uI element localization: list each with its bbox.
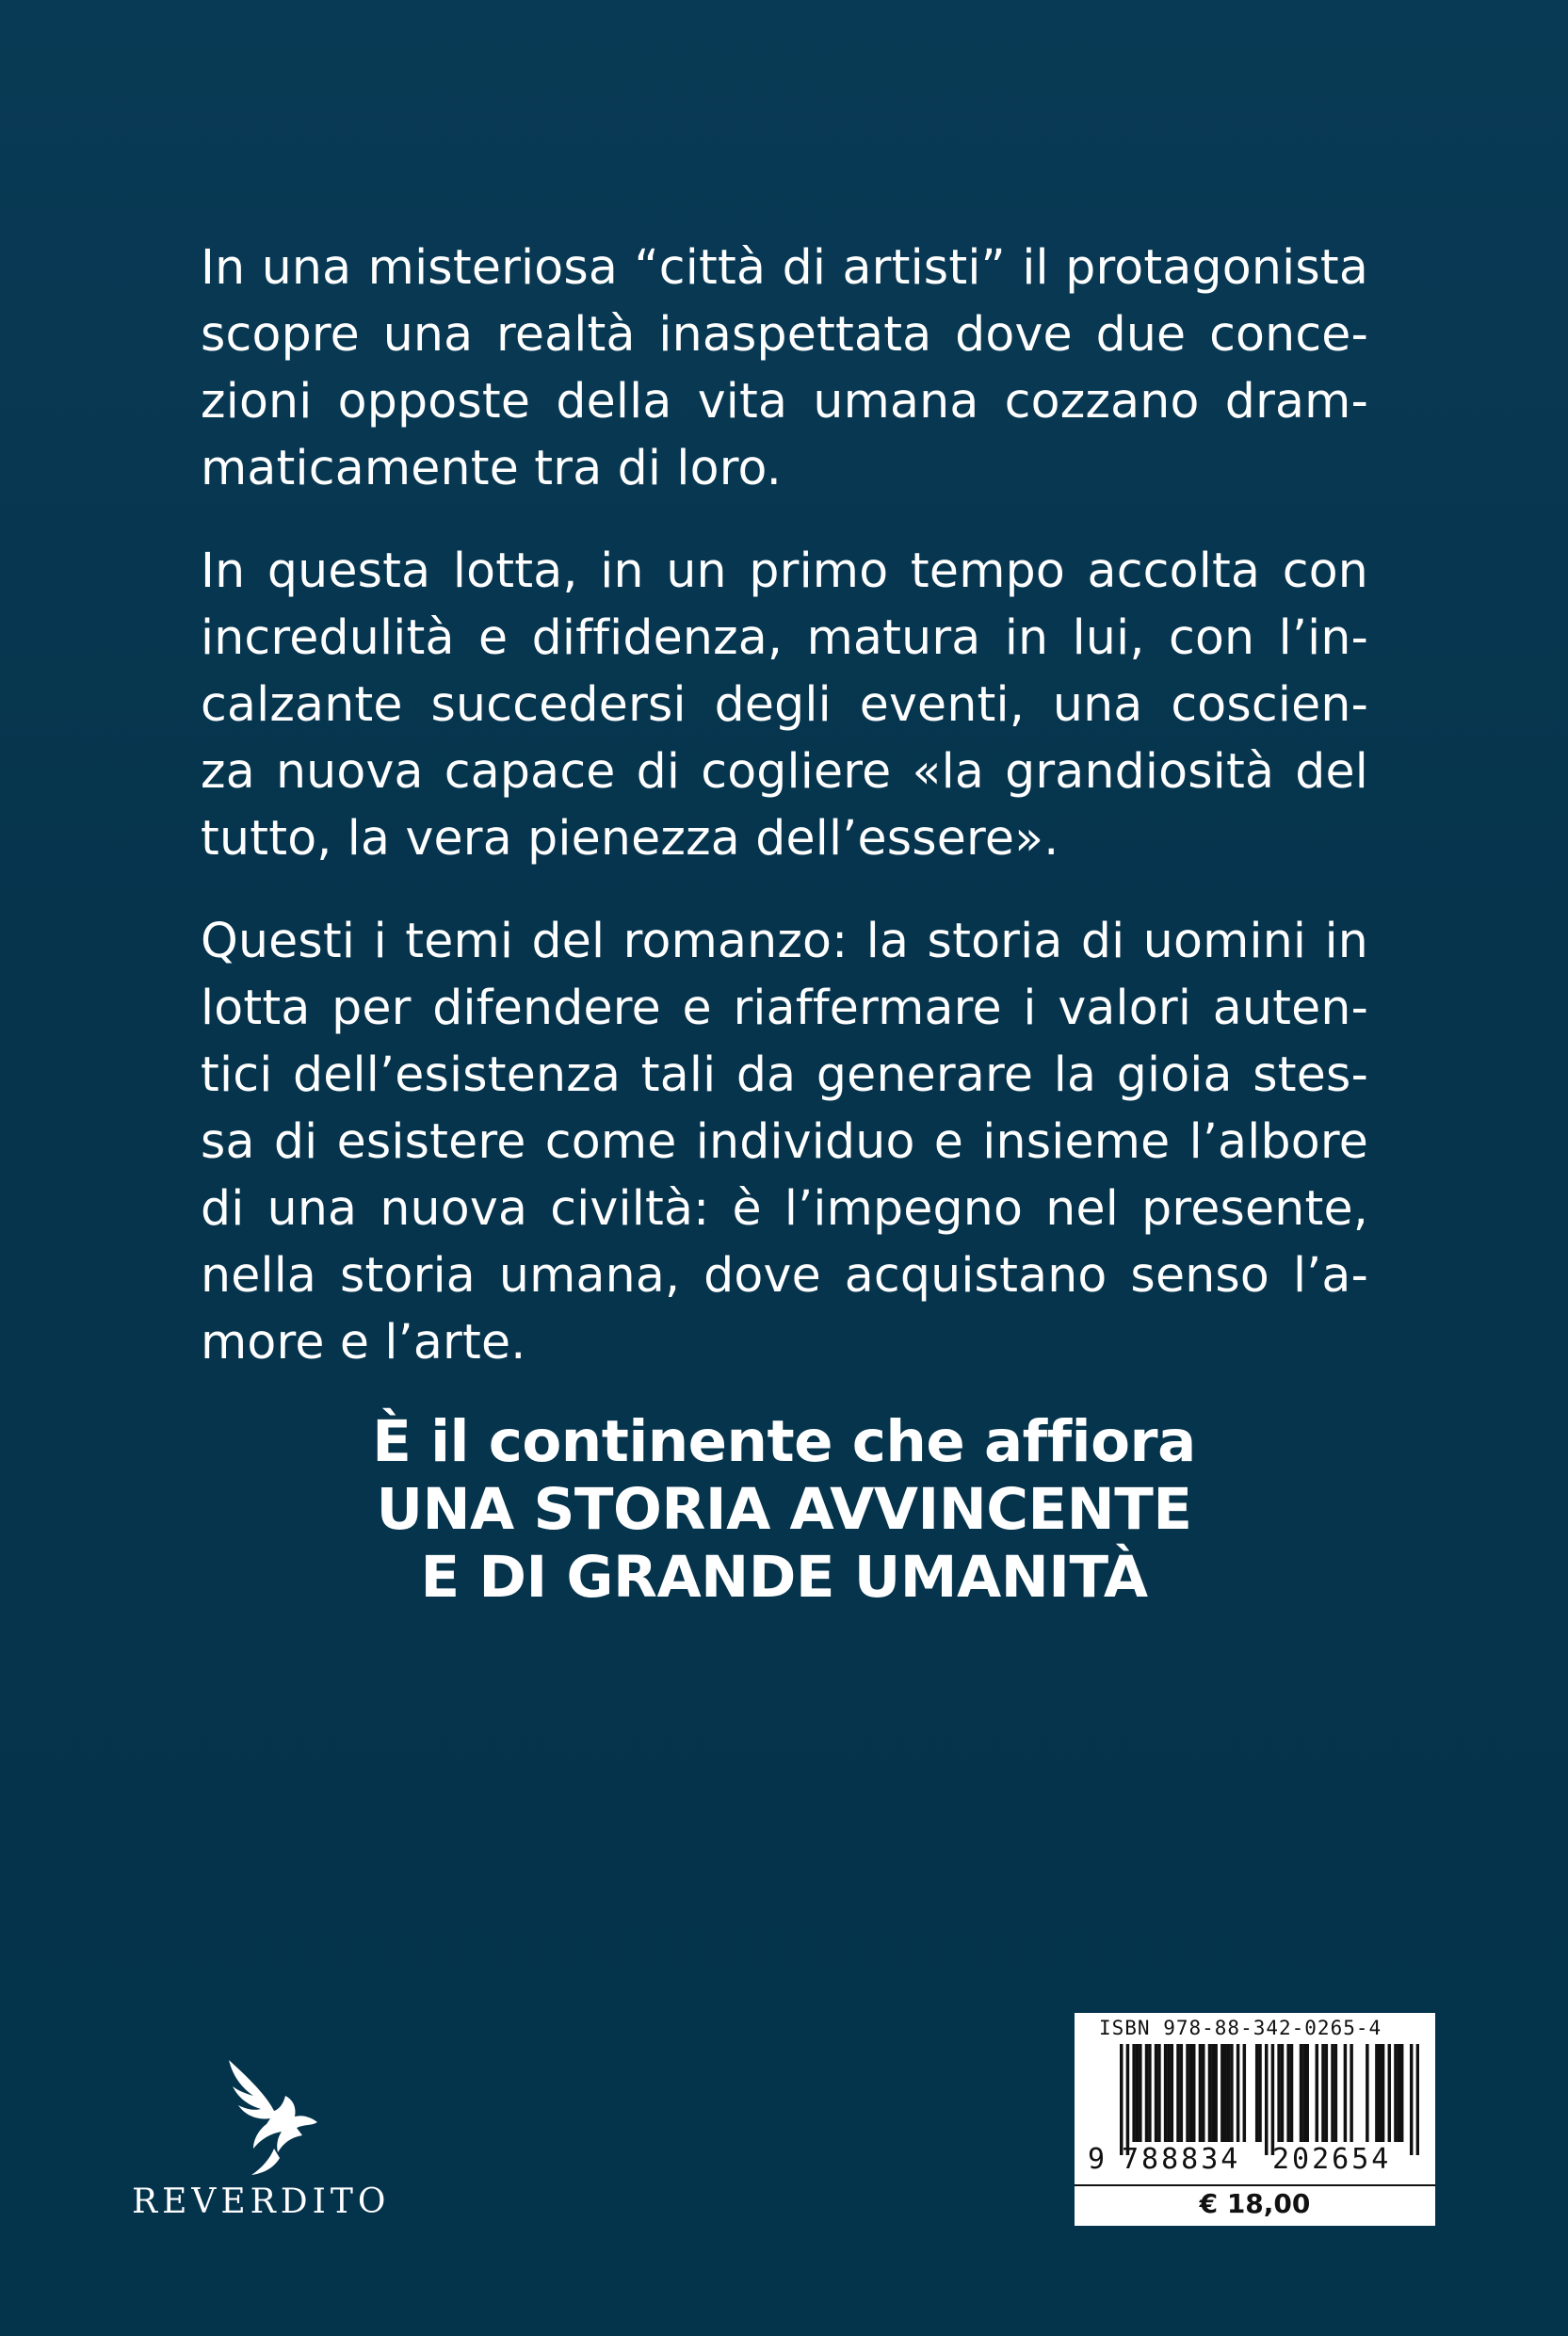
barcode-bar [1214, 2044, 1218, 2142]
barcode [1120, 2044, 1419, 2155]
barcode-bar [1271, 2044, 1275, 2155]
ean-group-1: 788834 [1122, 2143, 1241, 2176]
barcode-bar [1302, 2044, 1306, 2142]
tagline [0, 1408, 1568, 1612]
barcode-bar [1189, 2044, 1193, 2142]
barcode-bar [1382, 2044, 1385, 2142]
price: € 18,00 [1199, 2188, 1311, 2219]
barcode-bar [1145, 2044, 1149, 2142]
barcode-label [1075, 2013, 1435, 2226]
blurb-paragraph-1 [201, 234, 1368, 501]
blurb-line: za nuova capace di cogliere «la grandiosità del [201, 743, 1368, 799]
blurb-line: lotta per difendere e riaffermare i valori auten- [201, 980, 1368, 1035]
blurb-text [201, 234, 1368, 1411]
barcode-bar [1388, 2044, 1392, 2142]
barcode-bar [1223, 2044, 1227, 2142]
barcode-bar [1243, 2044, 1247, 2142]
tagline-line-1: È il continente che affiora [372, 1408, 1196, 1475]
barcode-bar [1265, 2044, 1269, 2155]
blurb-paragraph-2 [201, 537, 1368, 871]
blurb-line: sa di esistere come individuo e insieme l’albore [201, 1113, 1368, 1169]
tagline-line-2: UNA STORIA AVVINCENTE [376, 1476, 1192, 1543]
barcode-bar [1230, 2044, 1234, 2142]
barcode-bar [1410, 2044, 1414, 2155]
eagle-icon [212, 2058, 325, 2181]
blurb-paragraph-3 [201, 907, 1368, 1375]
barcode-bar [1394, 2044, 1398, 2142]
blurb-line: In una misteriosa “città di artisti” il protagonista [201, 239, 1368, 295]
barcode-bar [1290, 2044, 1294, 2142]
blurb-line: Questi i temi del romanzo: la storia di uomini in [201, 913, 1368, 968]
blurb-line: scopre una realtà inaspettata dove due conce- [201, 306, 1368, 362]
barcode-bar [1167, 2044, 1171, 2142]
barcode-bar [1334, 2044, 1338, 2142]
blurb-line: zioni opposte della vita umana cozzano dram- [201, 373, 1368, 429]
barcode-bar [1305, 2044, 1309, 2142]
price-divider [1075, 2184, 1435, 2186]
blurb-line: tutto, la vera pienezza dell’essere». [201, 810, 1059, 866]
barcode-bar [1136, 2044, 1140, 2142]
isbn-text: ISBN 978-88-342-0265-4 [1099, 2017, 1382, 2039]
barcode-bar [1237, 2044, 1240, 2142]
blurb-line: maticamente tra di loro. [201, 440, 783, 495]
barcode-bar [1375, 2044, 1379, 2142]
barcode-bar [1281, 2044, 1285, 2142]
blurb-line: incredulità e diffidenza, matura in lui, con l’in- [201, 609, 1368, 665]
blurb-line: nella storia umana, dove acquistano senso l’a- [201, 1247, 1368, 1303]
barcode-bar [1286, 2044, 1290, 2142]
barcode-bar [1258, 2044, 1262, 2142]
barcode-bar [1300, 2044, 1303, 2142]
barcode-bar [1176, 2044, 1180, 2142]
barcode-bar [1350, 2044, 1353, 2142]
barcode-bar [1148, 2044, 1152, 2142]
ean-first-digit: 9 [1088, 2143, 1108, 2176]
barcode-bar [1255, 2044, 1259, 2142]
barcode-bar [1220, 2044, 1224, 2142]
barcode-bar [1139, 2044, 1142, 2142]
barcode-bar [1378, 2044, 1382, 2142]
publisher-name: REVERDITO [132, 2182, 391, 2221]
publisher-logo [132, 2058, 414, 2228]
barcode-bar [1325, 2044, 1329, 2142]
barcode-bar [1155, 2044, 1158, 2142]
barcode-bar [1192, 2044, 1196, 2142]
blurb-line: di una nuova civiltà: è l’impegno nel presente, [201, 1180, 1368, 1236]
barcode-bar [1398, 2044, 1401, 2142]
barcode-bar [1180, 2044, 1184, 2142]
barcode-bar [1208, 2044, 1212, 2142]
blurb-line: more e l’arte. [201, 1314, 526, 1370]
barcode-bar [1132, 2044, 1136, 2142]
barcode-bar [1186, 2044, 1189, 2142]
barcode-bar [1316, 2044, 1319, 2142]
barcode-bar [1199, 2044, 1203, 2142]
blurb-line: tici dell’esistenza tali da generare la gioia stes- [201, 1046, 1368, 1102]
barcode-bar [1171, 2044, 1174, 2142]
ean-group-2: 202654 [1272, 2143, 1392, 2176]
barcode-bar [1344, 2044, 1348, 2142]
barcode-bar [1400, 2044, 1404, 2142]
barcode-bar [1277, 2044, 1281, 2142]
barcode-bar [1321, 2044, 1325, 2142]
tagline-line-3: E DI GRANDE UMANITÀ [420, 1544, 1148, 1611]
barcode-bar [1202, 2044, 1205, 2142]
barcode-bar [1331, 2044, 1334, 2142]
barcode-bar [1126, 2044, 1130, 2155]
barcode-bar [1157, 2044, 1161, 2142]
blurb-line: calzante succedersi degli eventi, una coscien- [201, 676, 1368, 732]
barcode-bar [1227, 2044, 1231, 2142]
barcode-bar [1416, 2044, 1419, 2155]
barcode-bar [1120, 2044, 1123, 2155]
barcode-bar [1366, 2044, 1369, 2142]
barcode-bar [1211, 2044, 1215, 2142]
barcode-bar [1164, 2044, 1168, 2142]
blurb-line: In questa lotta, in un primo tempo accolta con [201, 543, 1368, 598]
